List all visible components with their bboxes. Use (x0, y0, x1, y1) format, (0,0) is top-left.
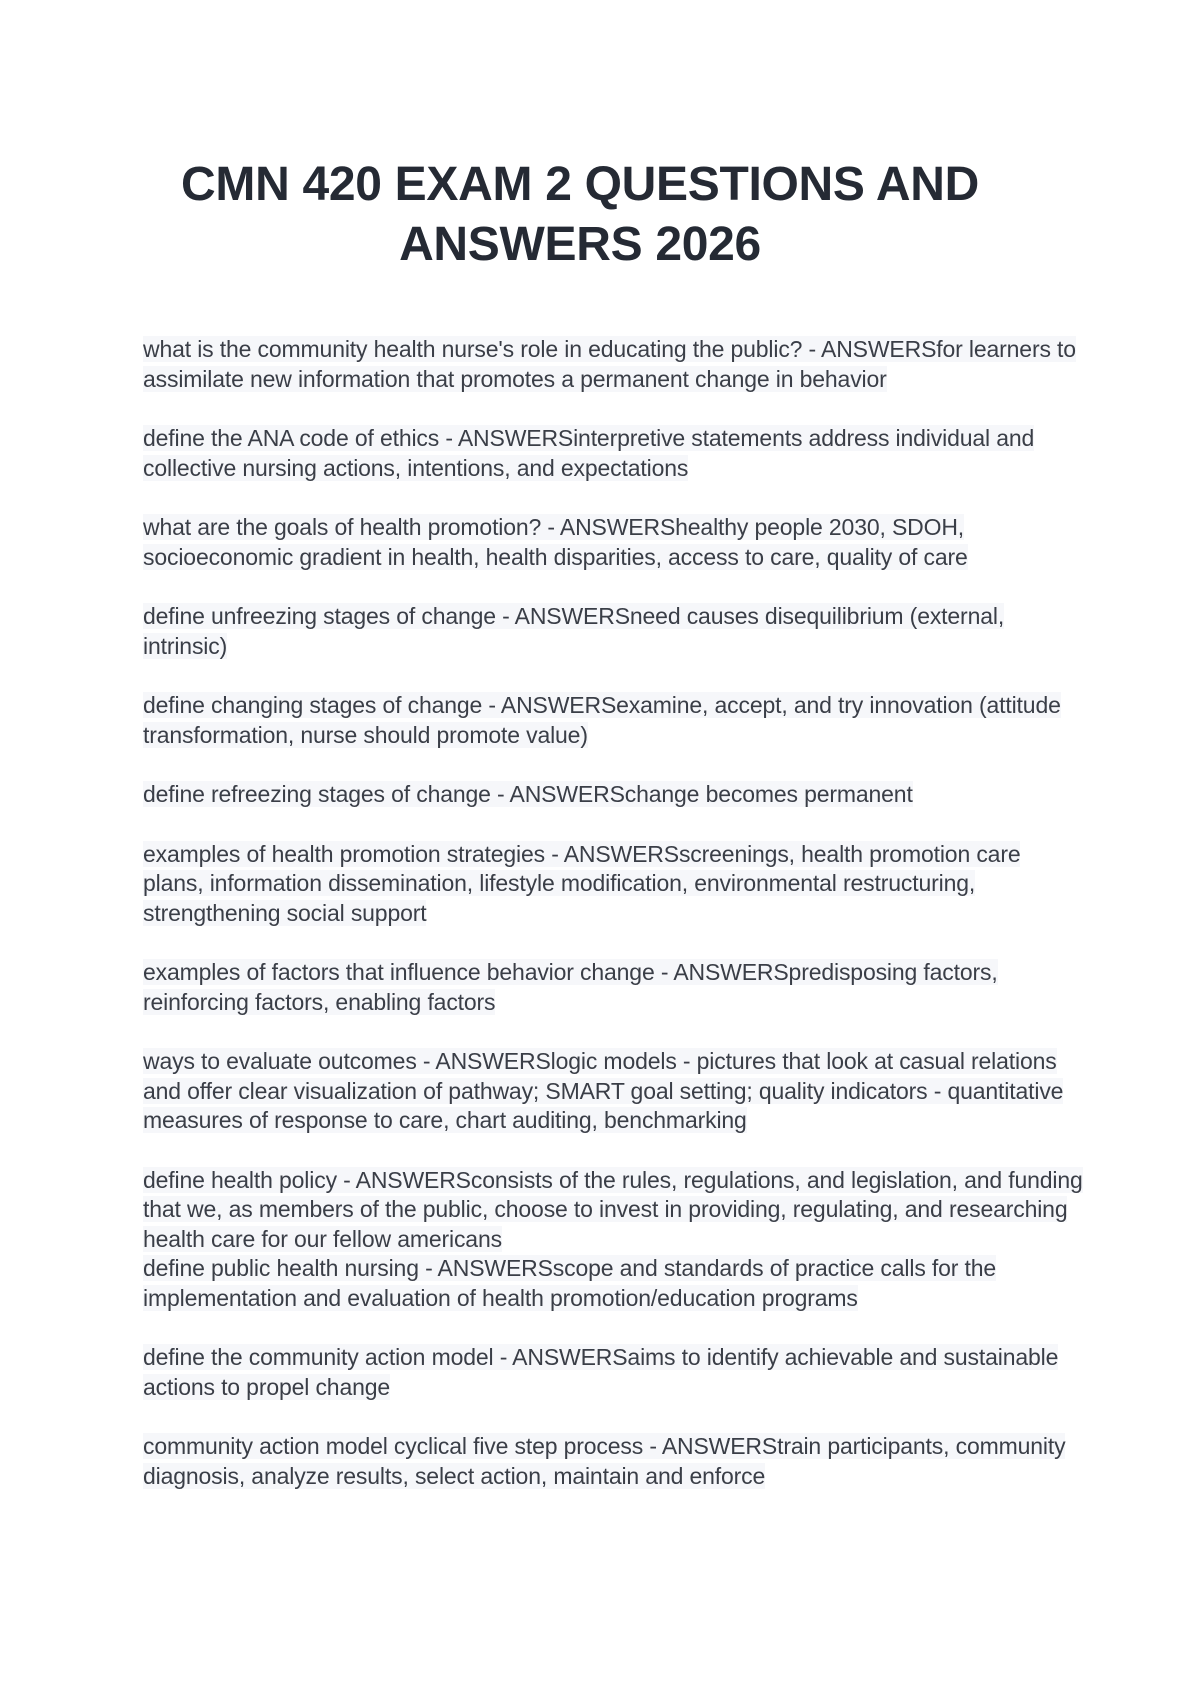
qa-text: define the community action model - ANSWERSaims to identify achievable and sustainable actions to propel change (143, 1344, 1059, 1400)
qa-item (143, 958, 1083, 1017)
qa-text: what are the goals of health promotion? - ANSWERShealthy people 2030, SDOH, socioeconomic gradient in health, health disparities, access to care, quality of care (143, 514, 968, 570)
qa-text: community action model cyclical five step process - ANSWERStrain participants, community diagnosis, analyze results, select action, maintain and enforce (143, 1433, 1066, 1489)
qa-item (143, 1254, 1083, 1313)
qa-text: what is the community health nurse's role in educating the public? - ANSWERSfor learners to assimilate new information that promotes a permanent change in behavior (143, 336, 1076, 392)
qa-item (143, 1047, 1083, 1136)
qa-item (143, 335, 1083, 394)
qa-text: ways to evaluate outcomes - ANSWERSlogic models - pictures that look at casual relations and offer clear visualization of pathway; SMART goal setting; quality indicators - quantitative measures of response to care, chart auditing, benchmarking (143, 1048, 1064, 1133)
qa-text: examples of factors that influence behavior change - ANSWERSpredisposing factors, reinforcing factors, enabling factors (143, 959, 998, 1015)
qa-list (143, 335, 1083, 1521)
qa-text: define changing stages of change - ANSWERSexamine, accept, and try innovation (attitude transformation, nurse should promote value) (143, 692, 1061, 748)
qa-item (143, 513, 1083, 572)
qa-text: define health policy - ANSWERSconsists of the rules, regulations, and legislation, and funding that we, as members of the public, choose to invest in providing, regulating, and researching health care for our fellow americans (143, 1166, 1083, 1252)
qa-item (143, 780, 1083, 810)
qa-item (143, 602, 1083, 661)
qa-item (143, 1166, 1083, 1255)
qa-text: define the ANA code of ethics - ANSWERSinterpretive statements address individual and collective nursing actions, intentions, and expectations (143, 425, 1035, 481)
qa-text: define public health nursing - ANSWERSscope and standards of practice calls for the implementation and evaluation of health promotion/education programs (143, 1255, 997, 1311)
qa-text: define unfreezing stages of change - ANSWERSneed causes disequilibrium (external, intrinsic) (143, 603, 1005, 659)
qa-item (143, 691, 1083, 750)
qa-text: examples of health promotion strategies - ANSWERSscreenings, health promotion care plans, information dissemination, lifestyle modification, environmental restructuring, strengthening social support (143, 840, 1021, 926)
qa-item (143, 1343, 1083, 1402)
document-title: CMN 420 EXAM 2 QUESTIONS AND ANSWERS 2026 (181, 158, 979, 271)
qa-item (143, 424, 1083, 483)
qa-text: define refreezing stages of change - ANSWERSchange becomes permanent (143, 781, 913, 807)
qa-item (143, 840, 1083, 929)
qa-item (143, 1432, 1083, 1491)
